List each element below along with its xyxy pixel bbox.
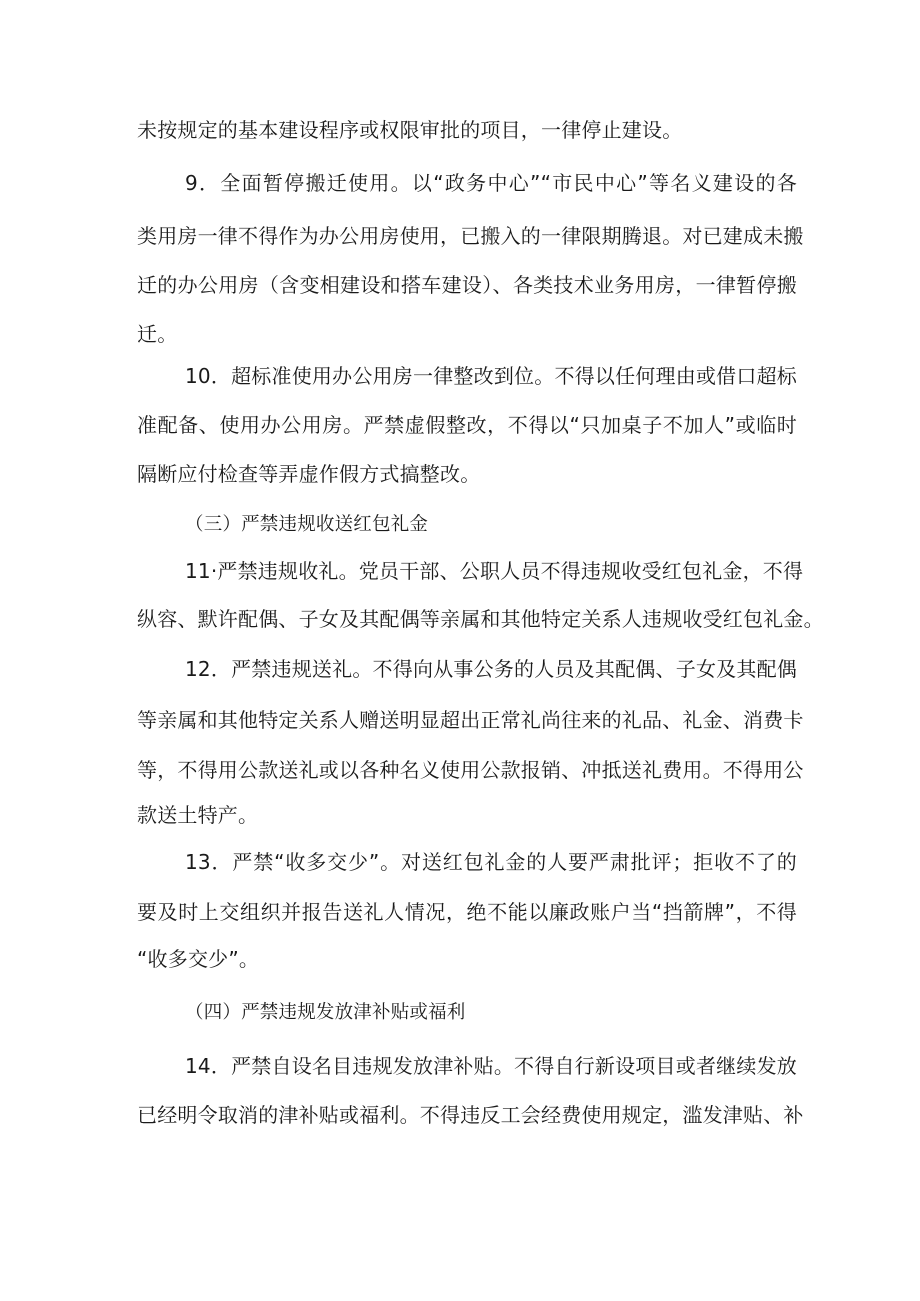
- paragraph-line: 14．严禁自设名目违规发放津补贴。不得自行新设项目或者继续发放: [185, 1054, 797, 1078]
- paragraph-line: 隔断应付检查等弄虚作假方式搞整改。: [137, 462, 481, 486]
- paragraph-line: 要及时上交组织并报告送礼人情况，绝不能以廉政账户当“挡箭牌”，不得: [137, 900, 797, 924]
- paragraph-line: 迁。: [137, 322, 178, 346]
- paragraph-line: 11·严禁违规收礼。党员干部、公职人员不得违规收受红包礼金，不得: [185, 559, 804, 583]
- paragraph-line: 款送土特产。: [137, 803, 259, 827]
- paragraph-line: 纵容、默许配偶、子女及其配偶等亲属和其他特定关系人违规收受红包礼金。: [137, 607, 824, 631]
- section-heading: （三）严禁违规收送红包礼金: [185, 514, 429, 535]
- paragraph-line: 未按规定的基本建设程序或权限审批的项目，一律停止建设。: [137, 118, 683, 142]
- paragraph-line: “收多交少”。: [137, 947, 260, 971]
- paragraph-line: 9．全面暂停搬迁使用。以“政务中心”“市民中心”等名义建设的各: [185, 171, 797, 195]
- paragraph-line: 12．严禁违规送礼。不得向从事公务的人员及其配偶、子女及其配偶: [185, 657, 797, 681]
- paragraph-line: 等，不得用公款送礼或以各种名义使用公款报销、冲抵送礼费用。不得用公: [137, 758, 804, 782]
- paragraph-line: 10．超标准使用办公用房一律整改到位。不得以任何理由或借口超标: [185, 364, 797, 388]
- section-heading: （四）严禁违规发放津补贴或福利: [185, 1002, 466, 1023]
- paragraph-line: 等亲属和其他特定关系人赠送明显超出正常礼尚往来的礼品、礼金、消费卡: [137, 708, 804, 732]
- paragraph-line: 迁的办公用房（含变相建设和搭车建设）、各类技术业务用房，一律暂停搬: [137, 273, 797, 297]
- paragraph-line: 类用房一律不得作为办公用房使用，已搬入的一律限期腾退。对已建成未搬: [137, 224, 804, 248]
- paragraph-line: 准配备、使用办公用房。严禁虚假整改，不得以“只加桌子不加人”或临时: [137, 413, 797, 437]
- paragraph-line: 13．严禁“收多交少”。对送红包礼金的人要严肃批评；拒收不了的: [185, 850, 797, 874]
- paragraph-line: 已经明令取消的津补贴或福利。不得违反工会经费使用规定，滥发津贴、补: [137, 1103, 804, 1127]
